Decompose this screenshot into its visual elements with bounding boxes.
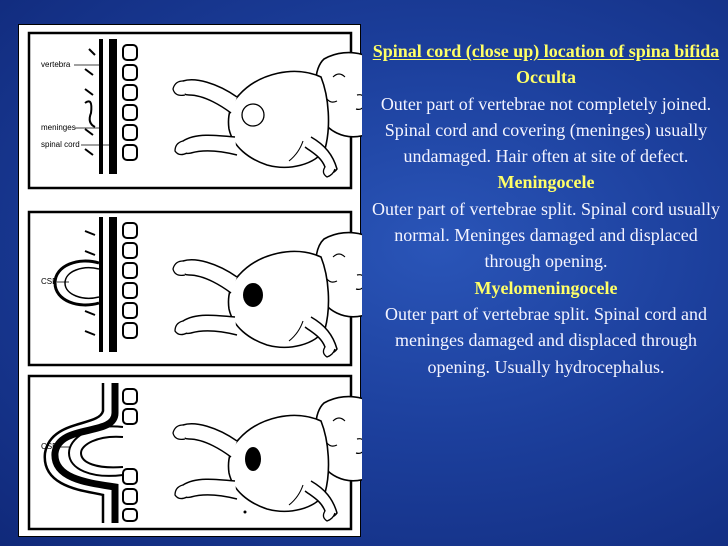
spine-cross-section-occulta — [85, 39, 137, 174]
spine-cross-section-myelomeningocele — [45, 383, 137, 523]
label-csf-meningocele: CSF — [41, 277, 57, 286]
infant-figure-occulta — [173, 53, 362, 177]
diagram-occulta — [29, 33, 362, 188]
diagram-myelomeningocele — [29, 376, 362, 529]
description-myelomeningocele: Outer part of vertebrae split. Spinal cord and meninges damaged and displaced through opening. Usually hydrocephalus. — [385, 303, 707, 377]
infant-figure-myelomeningocele — [173, 397, 362, 521]
infant-figure-meningocele — [173, 233, 362, 357]
lesion-marker — [243, 283, 263, 307]
slide-title: Spinal cord (close up) location of spina bifida — [372, 41, 720, 61]
spina-bifida-illustration — [18, 24, 361, 537]
heading-myelomeningocele: Myelomeningocele — [474, 277, 618, 298]
description-meningocele: Outer part of vertebrae split. Spinal cord usually normal. Meninges damaged and displaced through opening. — [372, 198, 720, 272]
label-meninges: meninges — [41, 123, 76, 132]
heading-occulta: Occulta — [516, 67, 576, 88]
heading-meningocele: Meningocele — [497, 172, 595, 193]
label-csf-myelomeningocele: CSF — [41, 442, 57, 451]
explanation-panel — [368, 38, 724, 380]
lesion-marker — [245, 447, 261, 471]
description-occulta: Outer part of vertebrae not completely joined. Spinal cord and covering (meninges) usually undamaged. Hair often at site of defect. — [380, 93, 712, 167]
label-vertebra: vertebra — [41, 60, 71, 69]
spine-cross-section-meningocele — [55, 217, 137, 352]
label-spinal-cord: spinal cord — [41, 140, 80, 149]
diagram-meningocele — [29, 212, 362, 365]
